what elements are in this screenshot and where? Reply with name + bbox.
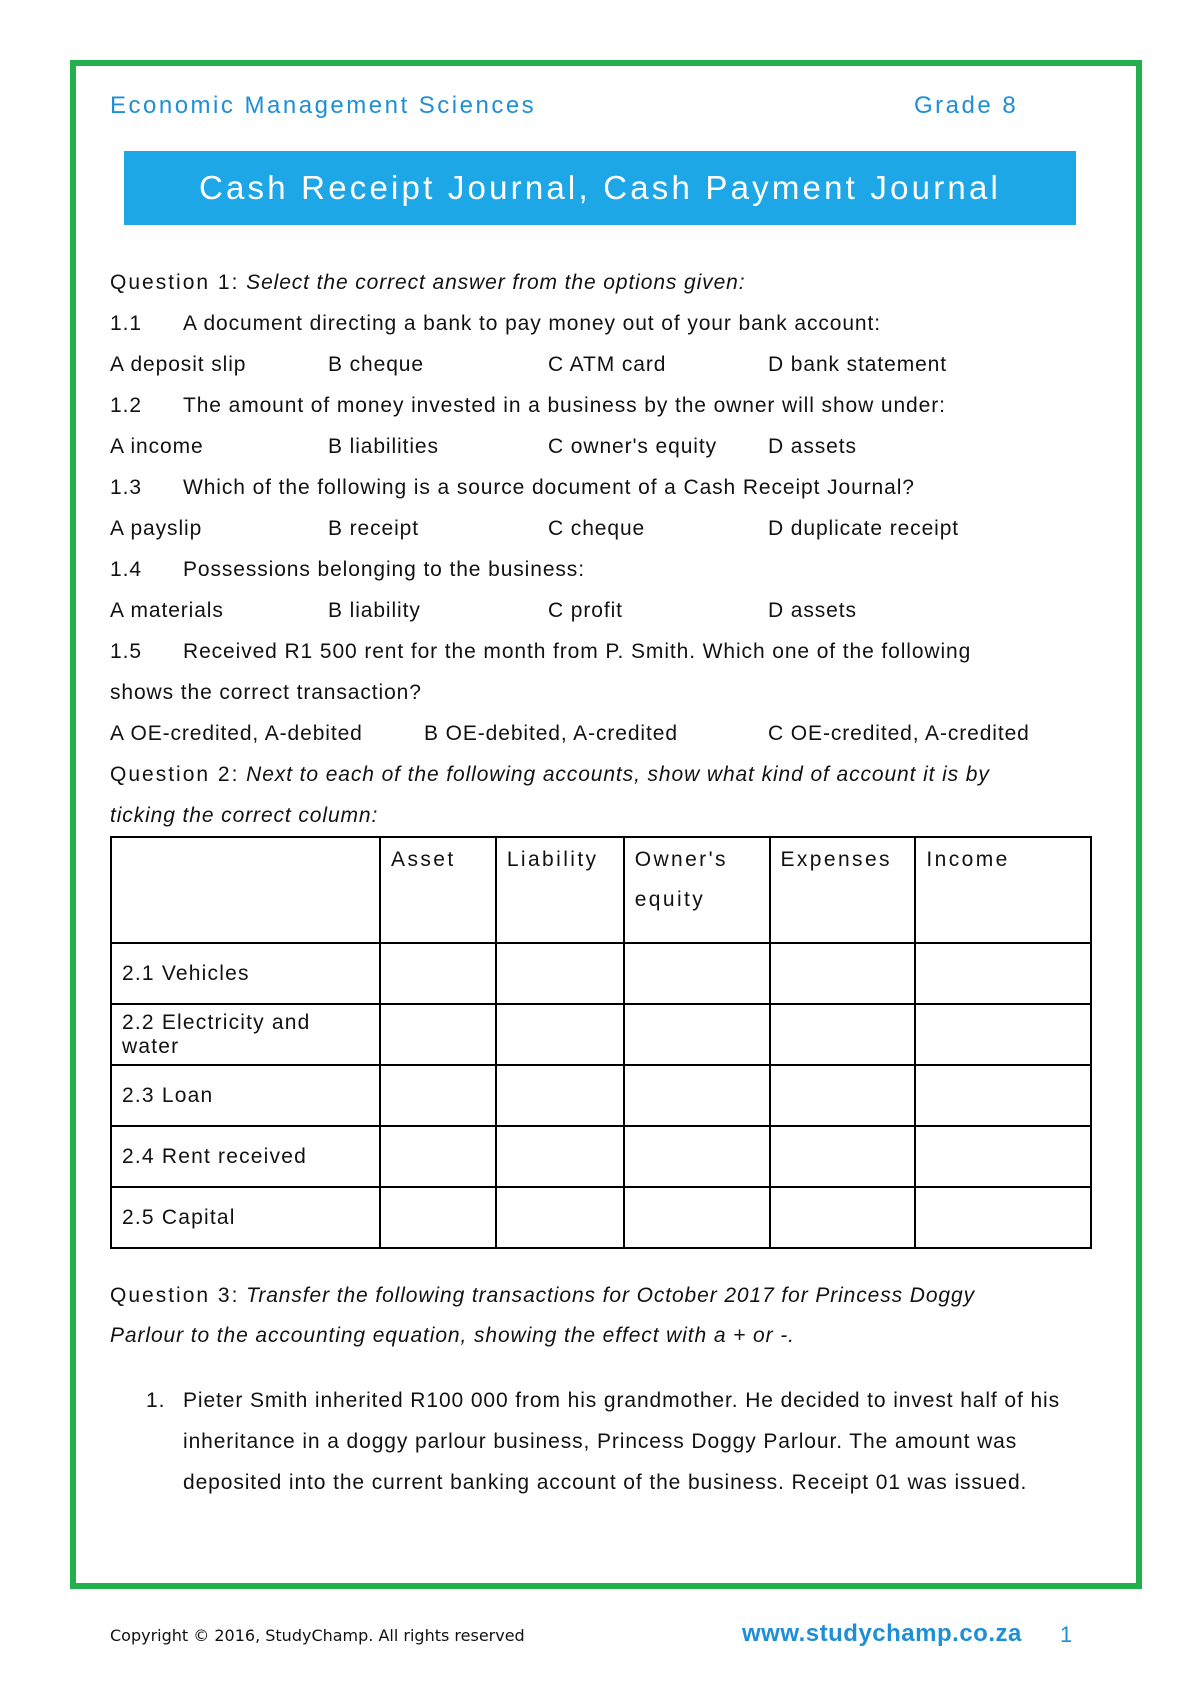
question-number: 1.2: [110, 394, 142, 417]
tick-cell[interactable]: [624, 1126, 770, 1187]
question3-heading-line: [110, 1316, 1100, 1356]
page-number: 1: [1060, 1622, 1073, 1647]
subject-title: Economic Management Sciences: [110, 92, 537, 119]
option-c: C ATM card: [548, 353, 667, 376]
question2-heading: [110, 754, 1100, 795]
question3-instruction: Transfer the following transactions for October 2017 for Princess Doggy: [246, 1284, 975, 1307]
question2-heading-continued: [110, 795, 1100, 836]
transaction-list: [110, 1380, 1100, 1503]
account-name: 2.3 Loan: [111, 1065, 380, 1126]
question-number: 1.1: [110, 312, 142, 335]
option-a: A materials: [110, 599, 224, 622]
column-header-owners-equity: Owner's equity: [624, 837, 770, 943]
copyright-notice: Copyright © 2016, StudyChamp. All rights reserved: [110, 1626, 525, 1645]
option-d: D assets: [768, 435, 857, 458]
tick-cell[interactable]: [770, 1126, 916, 1187]
transaction-text: Pieter Smith inherited R100 000 from his grandmother. He decided to invest half of his inheritance in a doggy parlour business, Princess Doggy Parlour. The amount was deposited into the current banking account of the business. Receipt 01 was issued.: [183, 1389, 1060, 1494]
account-type-table: [110, 836, 1092, 1249]
tick-cell[interactable]: [496, 1065, 624, 1126]
option-c: C OE-credited, A-credited: [768, 722, 1030, 745]
question1-instruction: Select the correct answer from the options given:: [246, 271, 746, 294]
table-row: [111, 1004, 1091, 1065]
tick-cell[interactable]: [770, 1187, 916, 1248]
tick-cell[interactable]: [915, 1065, 1091, 1126]
column-header: [111, 837, 380, 943]
tick-cell[interactable]: [380, 1187, 496, 1248]
column-header-expenses: Expenses: [770, 837, 916, 943]
question2-instruction: Next to each of the following accounts, show what kind of account it is by: [246, 763, 990, 786]
tick-cell[interactable]: [496, 1126, 624, 1187]
question3-instruction: Parlour to the accounting equation, showing the effect with a + or -.: [110, 1324, 795, 1347]
tick-cell[interactable]: [380, 1004, 496, 1065]
option-d: D bank statement: [768, 353, 947, 376]
question-number: 1.4: [110, 558, 142, 581]
question-text: Possessions belonging to the business:: [183, 558, 585, 581]
question-text-continued: [110, 672, 1100, 713]
question-number: 1.5: [110, 640, 142, 663]
question-text: Which of the following is a source document of a Cash Receipt Journal?: [183, 476, 915, 499]
worksheet-title-banner: [124, 151, 1076, 225]
answer-options: [110, 508, 1100, 549]
option-d: D assets: [768, 599, 857, 622]
tick-cell[interactable]: [380, 943, 496, 1004]
option-c: C owner's equity: [548, 435, 717, 458]
question1-heading: [110, 262, 1100, 303]
question-item: [110, 467, 1100, 508]
question-text: The amount of money invested in a business by the owner will show under:: [183, 394, 946, 417]
question-item: [110, 631, 1100, 672]
answer-options: [110, 426, 1100, 467]
option-a: A OE-credited, A-debited: [110, 722, 363, 745]
tick-cell[interactable]: [624, 1065, 770, 1126]
answer-options: [110, 713, 1100, 754]
tick-cell[interactable]: [915, 1126, 1091, 1187]
question-item: [110, 549, 1100, 590]
account-name: 2.2 Electricity and water: [111, 1004, 380, 1065]
table-row: [111, 1065, 1091, 1126]
table-row: [111, 1187, 1091, 1248]
option-c: C cheque: [548, 517, 646, 540]
question2-label: Question 2:: [110, 763, 240, 786]
answer-options: [110, 590, 1100, 631]
question-text: A document directing a bank to pay money out of your bank account:: [183, 312, 881, 335]
option-a: A deposit slip: [110, 353, 247, 376]
answer-options: [110, 344, 1100, 385]
tick-cell[interactable]: [496, 1004, 624, 1065]
list-item: [110, 1380, 1100, 1503]
question-text: shows the correct transaction?: [110, 681, 422, 704]
worksheet-title: Cash Receipt Journal, Cash Payment Journal: [198, 169, 1002, 206]
website-link[interactable]: www.studychamp.co.za: [742, 1620, 1022, 1647]
tick-cell[interactable]: [496, 1187, 624, 1248]
option-a: A income: [110, 435, 204, 458]
option-a: A payslip: [110, 517, 203, 540]
option-b: B OE-debited, A-credited: [424, 722, 678, 745]
tick-cell[interactable]: [624, 943, 770, 1004]
option-b: B receipt: [328, 517, 419, 540]
question3-heading: [110, 1276, 1100, 1356]
column-header-liability: Liability: [496, 837, 624, 943]
tick-cell[interactable]: [770, 943, 916, 1004]
column-header-income: Income: [915, 837, 1091, 943]
tick-cell[interactable]: [496, 943, 624, 1004]
table-header-row: [111, 837, 1091, 943]
option-c: C profit: [548, 599, 623, 622]
tick-cell[interactable]: [915, 1187, 1091, 1248]
question3-heading-line: [110, 1276, 1100, 1316]
tick-cell[interactable]: [380, 1126, 496, 1187]
question-item: [110, 385, 1100, 426]
question-number: 1.3: [110, 476, 142, 499]
question1-label: Question 1:: [110, 271, 240, 294]
account-name: 2.1 Vehicles: [111, 943, 380, 1004]
option-d: D duplicate receipt: [768, 517, 960, 540]
question3-label: Question 3:: [110, 1284, 240, 1307]
tick-cell[interactable]: [915, 943, 1091, 1004]
option-b: B cheque: [328, 353, 424, 376]
question-text: Received R1 500 rent for the month from P. Smith. Which one of the following: [183, 640, 972, 663]
option-b: B liabilities: [328, 435, 439, 458]
table-row: [111, 943, 1091, 1004]
question2-instruction: ticking the correct column:: [110, 804, 379, 827]
account-name: 2.5 Capital: [111, 1187, 380, 1248]
question-item: [110, 303, 1100, 344]
tick-cell[interactable]: [770, 1065, 916, 1126]
tick-cell[interactable]: [915, 1004, 1091, 1065]
account-name: 2.4 Rent received: [111, 1126, 380, 1187]
tick-cell[interactable]: [770, 1004, 916, 1065]
tick-cell[interactable]: [624, 1187, 770, 1248]
table-row: [111, 1126, 1091, 1187]
list-marker: 1.: [146, 1389, 166, 1412]
tick-cell[interactable]: [380, 1065, 496, 1126]
column-header-asset: Asset: [380, 837, 496, 943]
grade-label: Grade 8: [914, 92, 1019, 119]
option-b: B liability: [328, 599, 421, 622]
question1-section: [110, 262, 1100, 836]
tick-cell[interactable]: [624, 1004, 770, 1065]
